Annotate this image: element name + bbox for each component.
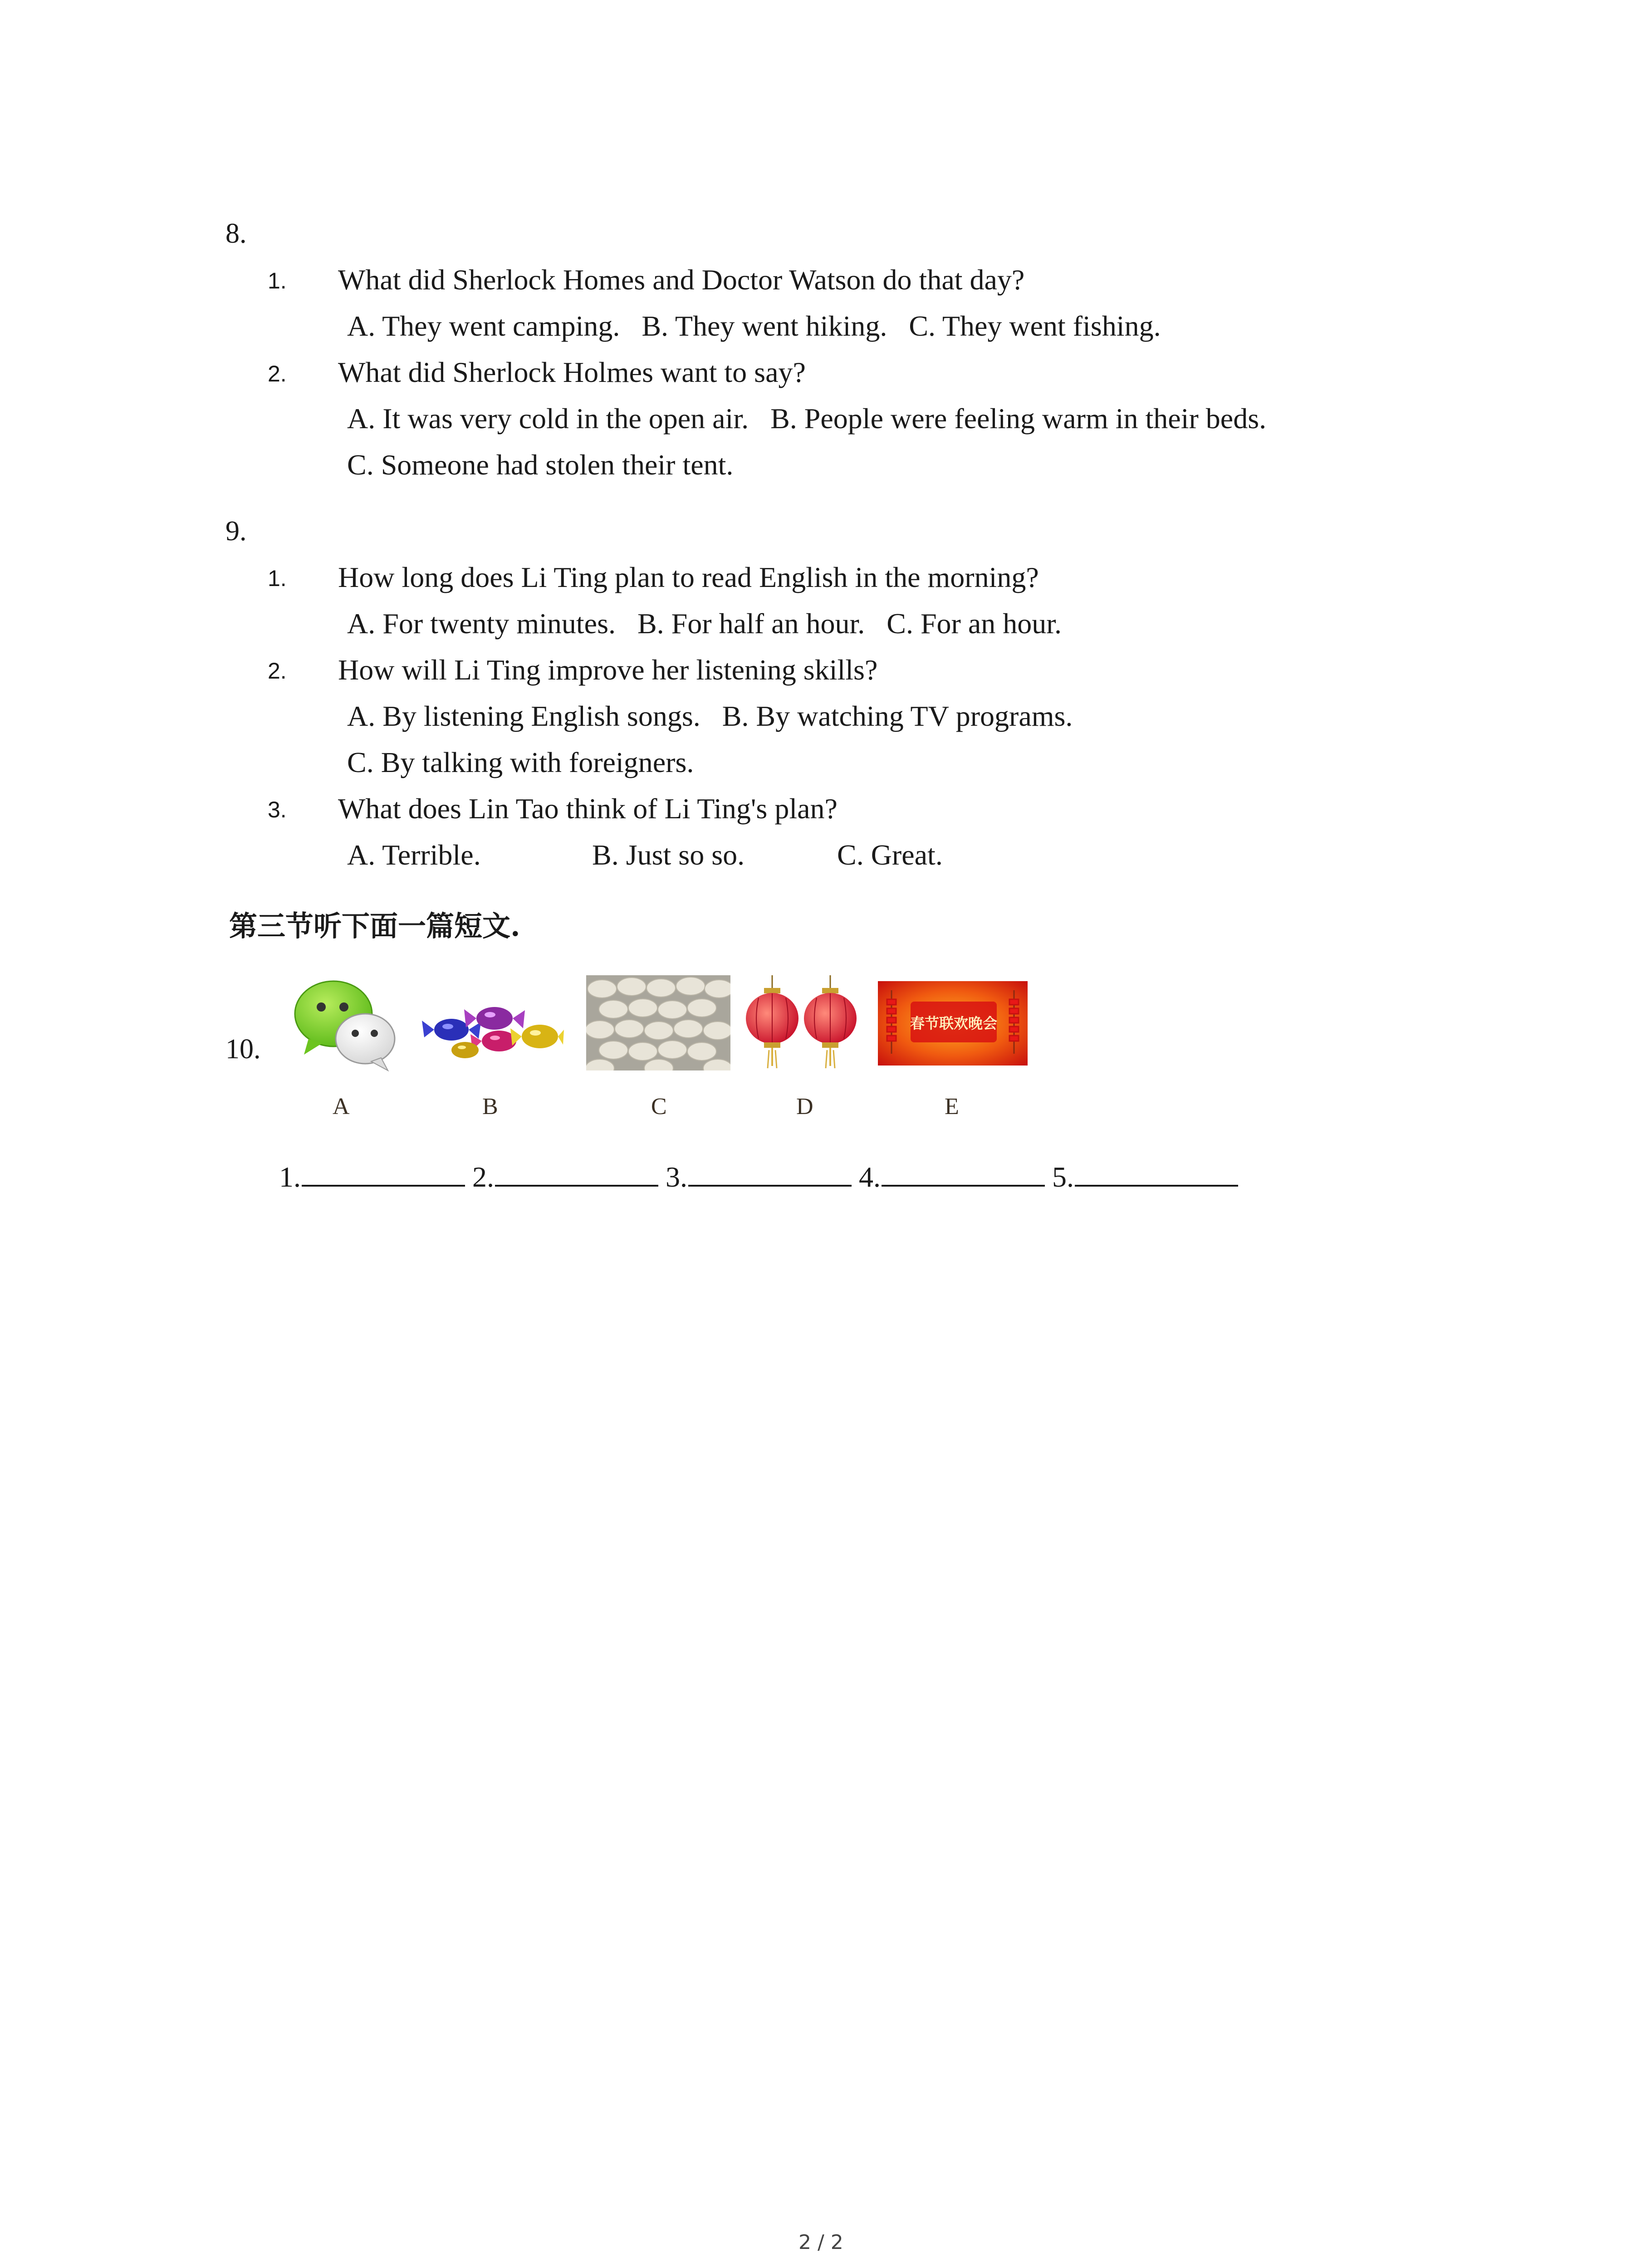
question-8-2-options-line-2: C. Someone had stolen their tent. bbox=[347, 449, 734, 481]
image-label-d: D bbox=[796, 1094, 813, 1119]
question-9-2-options-line-1: A. By listening English songs. B. By watching TV programs. bbox=[347, 700, 1073, 732]
image-label-c: C bbox=[651, 1094, 667, 1119]
dumplings-image bbox=[586, 975, 730, 1070]
answer-blank-4-label: 4. bbox=[859, 1161, 881, 1193]
answer-blank-2[interactable] bbox=[495, 1160, 658, 1187]
image-label-e: E bbox=[945, 1094, 959, 1119]
image-label-a: A bbox=[333, 1094, 350, 1119]
answer-blank-3-label: 3. bbox=[666, 1161, 687, 1193]
question-8-1-options: A. They went camping. B. They went hiking. C. They went fishing. bbox=[347, 310, 1161, 342]
question-8-2-text: What did Sherlock Holmes want to say? bbox=[338, 356, 806, 388]
question-8-1-number: 1. bbox=[268, 268, 287, 293]
question-9-3-number: 3. bbox=[268, 797, 287, 822]
answer-blanks bbox=[279, 1160, 1238, 1194]
answer-blank-4[interactable] bbox=[882, 1160, 1045, 1187]
answer-blank-5-label: 5. bbox=[1052, 1161, 1074, 1193]
question-9-3-option-c: C. Great. bbox=[837, 839, 943, 871]
candy-image bbox=[420, 987, 565, 1066]
answer-blank-5[interactable] bbox=[1075, 1160, 1238, 1187]
question-9-2-number: 2. bbox=[268, 658, 287, 684]
question-9-number: 9. bbox=[225, 516, 247, 547]
wechat-icon bbox=[290, 975, 399, 1075]
question-8-1-text: What did Sherlock Homes and Doctor Watson do that day? bbox=[338, 264, 1025, 296]
question-9-3-option-a: A. Terrible. bbox=[347, 839, 481, 871]
question-9-1-number: 1. bbox=[268, 566, 287, 591]
question-9-1-options: A. For twenty minutes. B. For half an hour. C. For an hour. bbox=[347, 607, 1062, 640]
page-number: 2 / 2 bbox=[798, 2231, 843, 2254]
question-9-2-options-line-2: C. By talking with foreigners. bbox=[347, 746, 694, 778]
question-9-2-text: How will Li Ting improve her listening skills? bbox=[338, 654, 878, 686]
question-10-number: 10. bbox=[225, 1034, 261, 1065]
question-8-2-options-line-1: A. It was very cold in the open air. B. People were feeling warm in their beds. bbox=[347, 402, 1267, 435]
section-3-heading: 第三节听下面一篇短文. bbox=[229, 909, 520, 943]
question-9-1-text: How long does Li Ting plan to read English in the morning? bbox=[338, 561, 1039, 593]
answer-blank-1[interactable] bbox=[302, 1160, 465, 1187]
gala-logo-text: 春节联欢晚会 bbox=[910, 1015, 998, 1032]
question-8-2-number: 2. bbox=[268, 361, 287, 386]
image-label-b: B bbox=[482, 1094, 498, 1119]
question-8-number: 8. bbox=[225, 218, 247, 249]
question-9-3-option-b: B. Just so so. bbox=[592, 839, 745, 871]
spring-festival-gala-image bbox=[878, 981, 1028, 1066]
question-9-3-text: What does Lin Tao think of Li Ting's plan? bbox=[338, 792, 838, 825]
answer-blank-3[interactable] bbox=[688, 1160, 852, 1187]
answer-blank-1-label: 1. bbox=[279, 1161, 301, 1193]
lanterns-image bbox=[744, 975, 860, 1075]
answer-blank-2-label: 2. bbox=[472, 1161, 494, 1193]
